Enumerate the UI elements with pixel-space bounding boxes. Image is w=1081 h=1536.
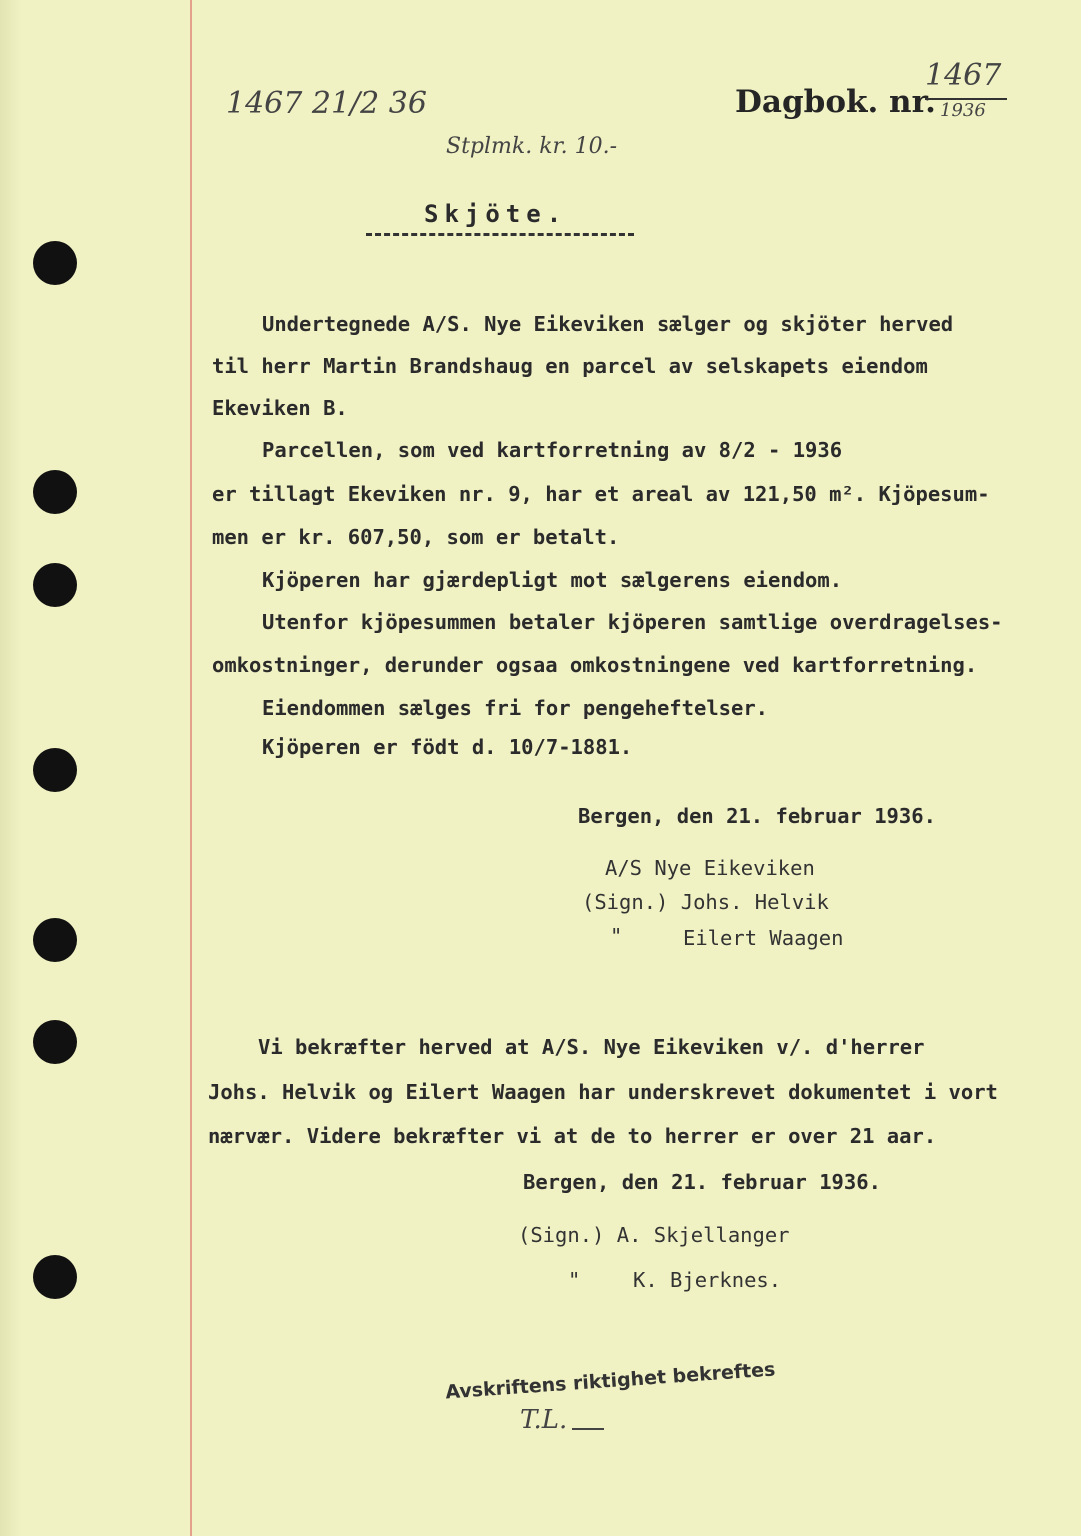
signature-line: (Sign.) Johs. Helvik [582, 890, 829, 914]
witness-line: Johs. Helvik og Eilert Waagen har underskrevet dokumentet i vort [208, 1080, 998, 1104]
stamp-initials: T.L. [520, 1405, 568, 1435]
ditto-mark: " [610, 924, 623, 948]
witness-signature-line: (Sign.) A. Skjellanger [518, 1223, 790, 1247]
page-edge-shadow [0, 0, 22, 1536]
signature-company: A/S Nye Eikeviken [605, 856, 815, 880]
punch-hole [33, 470, 77, 514]
signature-place-date: Bergen, den 21. februar 1936. [578, 804, 936, 828]
witness-signature-line: K. Bjerknes. [633, 1268, 782, 1292]
punch-hole [33, 918, 77, 962]
body-line: Kjöperen har gjærdepligt mot sælgerens eiendom. [262, 568, 843, 592]
punch-hole [33, 563, 77, 607]
body-line: Kjöperen er födt d. 10/7-1881. [262, 735, 633, 759]
margin-rule [190, 0, 192, 1536]
body-line: men er kr. 607,50, som er betalt. [212, 525, 620, 549]
document-title: Skjöte. [424, 200, 568, 228]
dagbok-label: Dagbok. nr. [735, 84, 936, 120]
certification-stamp: Avskriftens riktighet bekreftes [444, 1358, 777, 1404]
dagbok-number: 1467 [925, 58, 1002, 93]
body-line: Eiendommen sælges fri for pengeheftelser. [262, 696, 769, 720]
handwritten-fee: Stplmk. kr. 10.- [446, 134, 618, 159]
witness-line: Vi bekræfter herved at A/S. Nye Eikeviken v/. d'herrer [258, 1035, 925, 1059]
signature-line: Eilert Waagen [683, 926, 844, 950]
ditto-mark: " [568, 1268, 581, 1292]
body-line: Undertegnede A/S. Nye Eikeviken sælger og skjöter herved [262, 312, 954, 336]
witness-line: nærvær. Videre bekræfter vi at de to herrer er over 21 aar. [208, 1124, 937, 1148]
body-line: er tillagt Ekeviken nr. 9, har et areal av 121,50 m². Kjöpesum- [212, 482, 990, 506]
title-underline [366, 233, 634, 236]
handwritten-reference: 1467 21/2 36 [226, 86, 427, 121]
body-line: Ekeviken B. [212, 396, 348, 420]
witness-place-date: Bergen, den 21. februar 1936. [523, 1170, 881, 1194]
initials-dash [572, 1428, 604, 1430]
body-line: til herr Martin Brandshaug en parcel av selskapets eiendom [212, 354, 928, 378]
dagbok-year: 1936 [940, 100, 986, 121]
punch-hole [33, 748, 77, 792]
punch-hole [33, 1255, 77, 1299]
punch-hole [33, 1020, 77, 1064]
body-line: Parcellen, som ved kartforretning av 8/2 - 1936 [262, 438, 843, 462]
body-line: Utenfor kjöpesummen betaler kjöperen samtlige overdragelses- [262, 610, 1003, 634]
body-line: omkostninger, derunder ogsaa omkostningene ved kartforretning. [212, 653, 978, 677]
punch-hole [33, 241, 77, 285]
